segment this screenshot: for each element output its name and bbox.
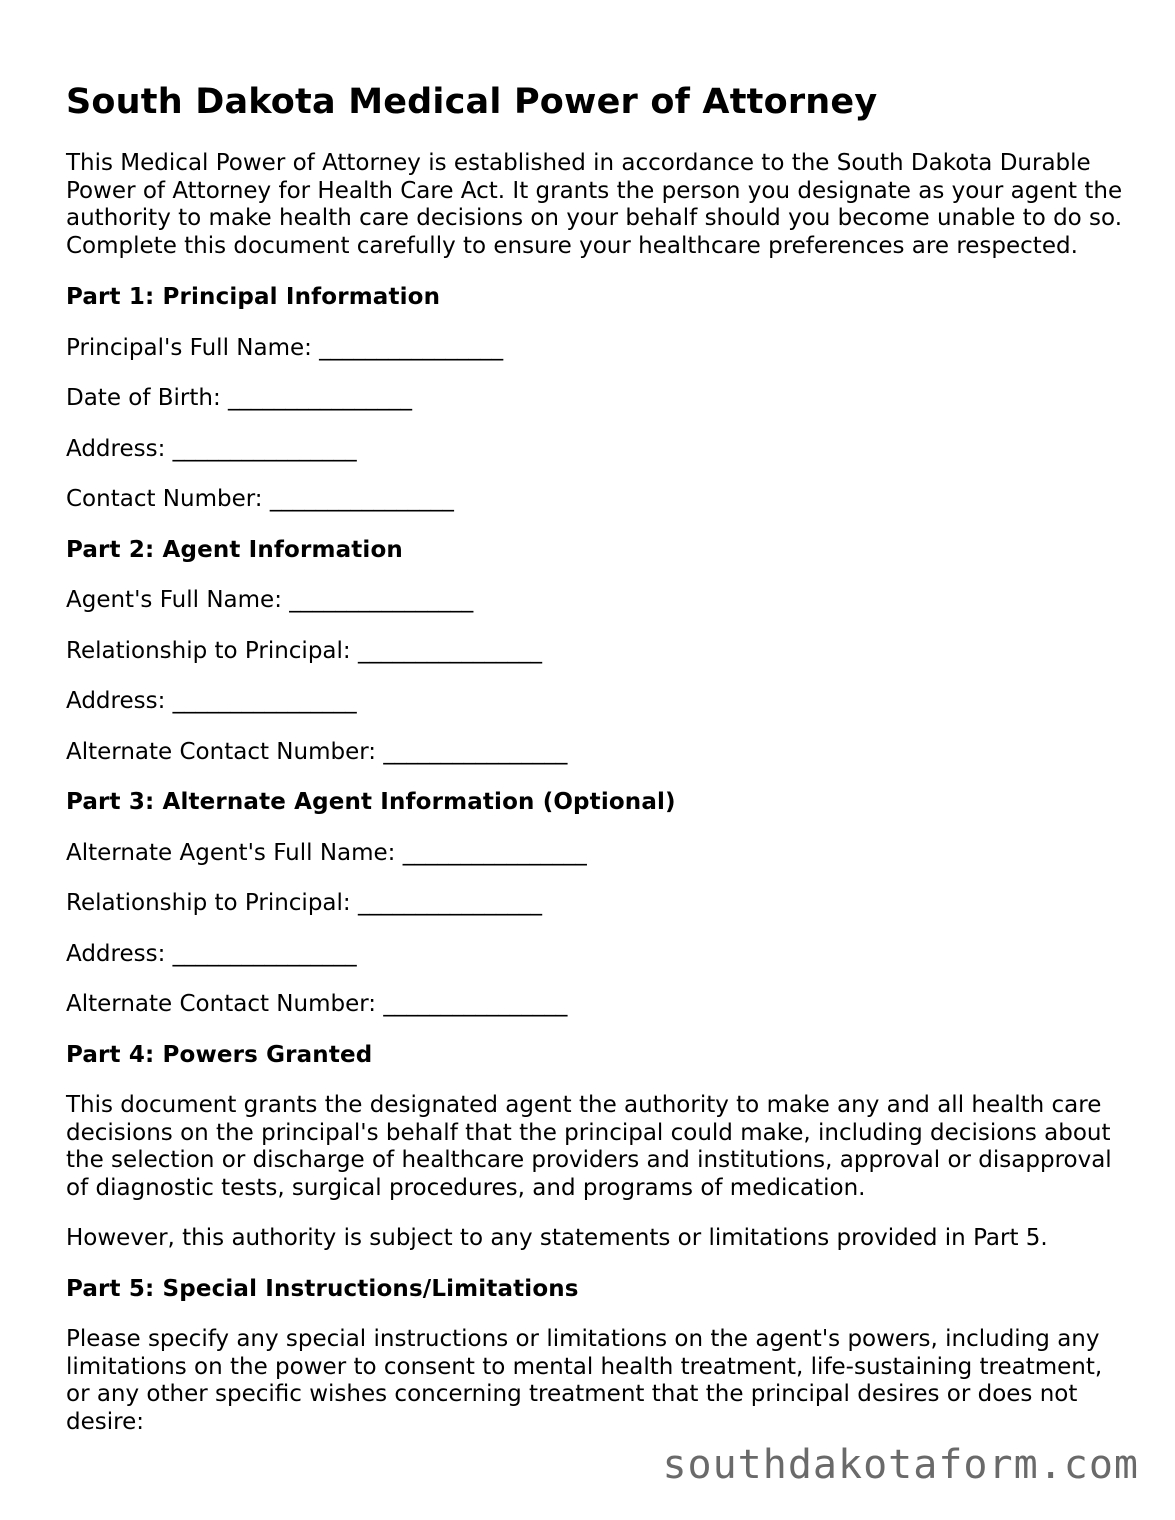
document-title: South Dakota Medical Power of Attorney (66, 82, 878, 122)
site-watermark: southdakotaform.com (662, 1442, 1139, 1488)
alternate-agent-address-field[interactable]: Address: ________________ (66, 940, 357, 967)
principal-address-field[interactable]: Address: ________________ (66, 435, 357, 462)
intro-paragraph: This Medical Power of Attorney is established in accordance to the South Dakota Durable Power of Attorney for Health Care Act. It grants the person you designate as your agent the authority to make health care decisions on your behalf should you become unable to do so. Complete this document carefully to ensure your healthcare preferences are respected. (66, 150, 1123, 259)
principal-full-name-field[interactable]: Principal's Full Name: ________________ (66, 334, 504, 361)
alternate-agent-relationship-field[interactable]: Relationship to Principal: ________________ (66, 890, 542, 916)
part1-heading: Part 1: Principal Information (66, 284, 441, 310)
part5-heading: Part 5: Special Instructions/Limitations (66, 1275, 579, 1302)
agent-full-name-field[interactable]: Agent's Full Name: ________________ (66, 587, 474, 613)
agent-address-field[interactable]: Address: ________________ (66, 688, 357, 714)
agent-relationship-field[interactable]: Relationship to Principal: ________________ (66, 637, 542, 664)
alternate-agent-full-name-field[interactable]: Alternate Agent's Full Name: ________________ (66, 839, 587, 866)
powers-limitation-paragraph: However, this authority is subject to any statements or limitations provided in Part 5. (66, 1225, 1048, 1251)
special-instructions-paragraph: Please specify any special instructions or limitations on the agent's powers, including any limitations on the power to consent to mental health treatment, life-sustaining treatment, or any other specific wishes concerning treatment that the principal desires or does not desire: (66, 1326, 1103, 1435)
powers-granted-paragraph: This document grants the designated agent the authority to make any and all health care decisions on the principal's behalf that the principal could make, including decisions about the selection or discharge of healthcare providers and institutions, approval or disapproval of diagnostic tests, surgical procedures, and programs of medication. (66, 1092, 1112, 1201)
part3-heading: Part 3: Alternate Agent Information (Optional) (66, 789, 676, 815)
agent-alternate-contact-field[interactable]: Alternate Contact Number: ________________ (66, 738, 568, 765)
part2-heading: Part 2: Agent Information (66, 536, 403, 563)
principal-date-of-birth-field[interactable]: Date of Birth: ________________ (66, 385, 413, 411)
part4-heading: Part 4: Powers Granted (66, 1041, 373, 1068)
principal-contact-number-field[interactable]: Contact Number: ________________ (66, 486, 454, 512)
alternate-agent-contact-field[interactable]: Alternate Contact Number: ________________ (66, 991, 568, 1017)
document-page (66, 80, 1126, 1436)
